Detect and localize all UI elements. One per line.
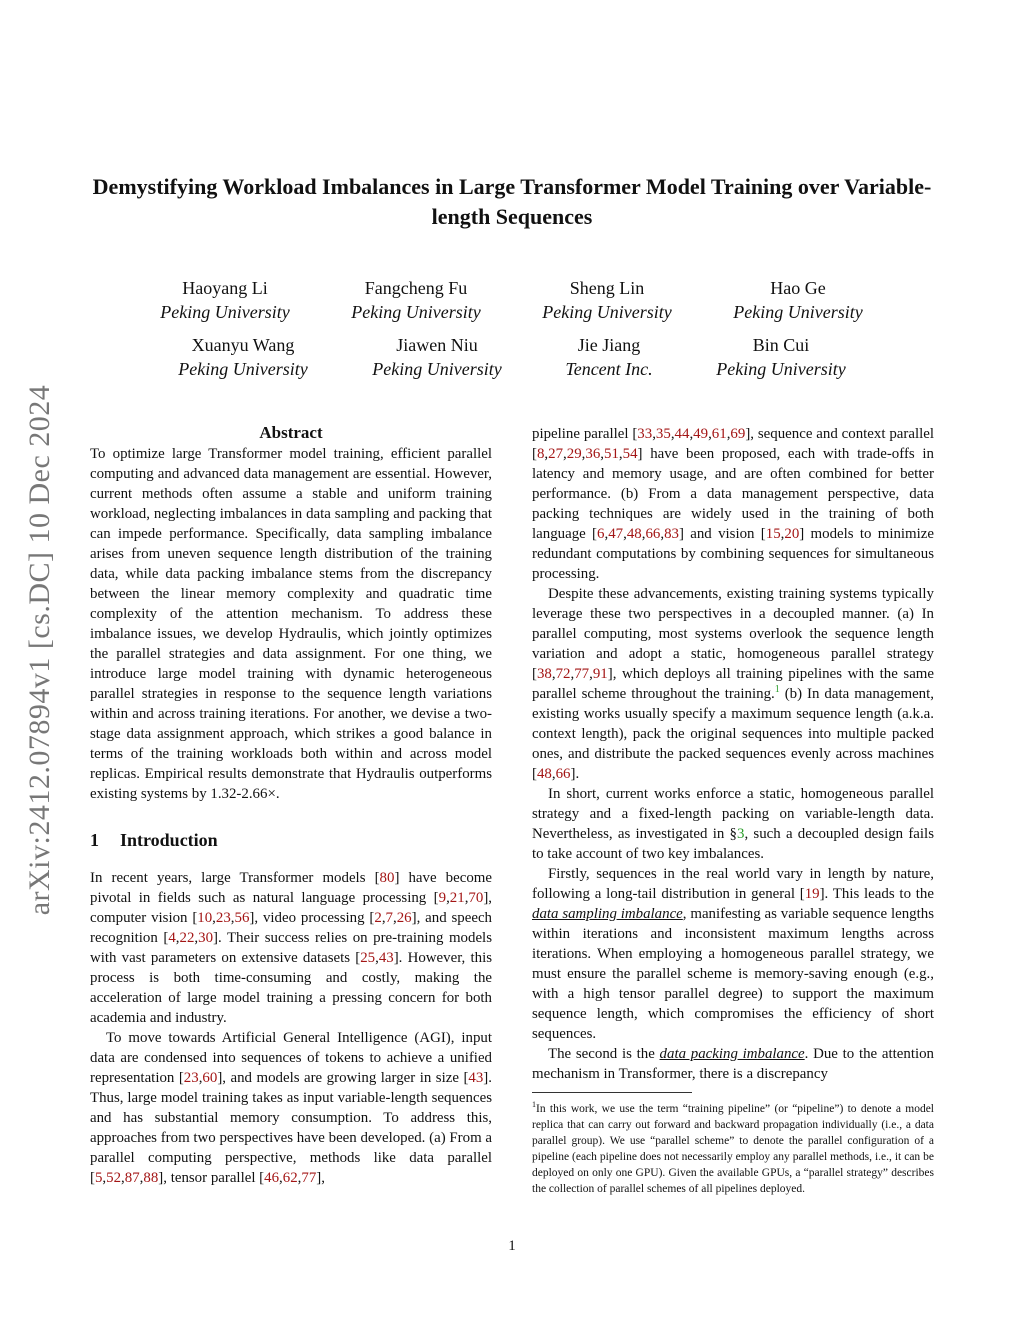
- citation-link[interactable]: 6: [597, 526, 605, 542]
- citation-link[interactable]: 36: [585, 446, 601, 462]
- section-number: 1: [90, 830, 99, 850]
- author: [512, 276, 702, 324]
- body-paragraph: The second is the data packing imbalance. Due to the attention mechanism in Transformer, there is a discrepancy: [532, 1046, 934, 1082]
- citation-link[interactable]: 19: [804, 886, 820, 902]
- citation-link[interactable]: 48: [626, 526, 642, 542]
- citation-link[interactable]: 77: [574, 666, 590, 682]
- author-name: Xuanyu Wang: [191, 335, 295, 355]
- section-title: Introduction: [120, 830, 218, 850]
- citation-link[interactable]: 47: [608, 526, 624, 542]
- citation-link[interactable]: 2: [374, 910, 382, 926]
- author-name: Haoyang Li: [182, 278, 268, 298]
- body-paragraph: In short, current works enforce a static, homogeneous parallel strategy and a fixed-length packing on variable-length data. Nevertheless, as investigated in §3, such a decoupled design fails to take account of two key imbalances.: [532, 786, 934, 862]
- citation-link[interactable]: 9: [438, 890, 447, 906]
- citation-link[interactable]: 60: [202, 1070, 218, 1086]
- body-paragraph: Firstly, sequences in the real world vary in length by nature, following a long-tail distribution in general [19]. This leads to the data sampling imbalance, manifesting as variable sequence lengths within iterations and inconsistent maximum lengths across iterations. When employing a homogeneous parallel strategy, we must ensure the parallel scheme is memory-saving enough (e.g., with a high tensor parallel degree) to support the maximum sequence length, which compromises the efficiency of short sequences.: [532, 866, 934, 1042]
- citation-link[interactable]: 66: [645, 526, 661, 542]
- citation-link[interactable]: 56: [234, 910, 250, 926]
- author: [148, 333, 338, 381]
- author-affiliation: Peking University: [716, 359, 846, 379]
- author-affiliation: Peking University: [351, 302, 481, 322]
- body-paragraph: Despite these advancements, existing training systems typically leverage these two perspectives in a decoupled manner. (a) In parallel computing, most systems overlook the sequence length variation and adopt a static, homogeneous parallel strategy [38,72,77,91], which deploys all training pipelines with the same parallel scheme throughout the training.$^1$ (b) In data management, existing works usually specify a maximum sequence length (a.k.a. context length), pack the original sequences into multiple packed ones, and distribute the packed sequences evenly across machines [48,66].: [532, 586, 934, 782]
- citation-link[interactable]: 20: [784, 526, 800, 542]
- citation-link[interactable]: 25: [360, 950, 376, 966]
- intro-paragraph: In recent years, large Transformer models [80] have become pivotal in fields such as natural language processing [9,21,70], computer vision [10,23,56], video processing [2,7,26], and speech recognition [4,22,30]. Their success relies on pre-training models with vast parameters on extensive datasets [25,43]. However, this process is both time-consuming and costly, making the acceleration of large model training a pressing concern for both academia and industry.: [90, 870, 493, 1026]
- citation-link[interactable]: 27: [548, 446, 564, 462]
- citation-link[interactable]: 48: [536, 766, 552, 782]
- citation-link[interactable]: 70: [468, 890, 484, 906]
- author-name: Sheng Lin: [569, 278, 645, 298]
- citation-link[interactable]: 8: [536, 446, 545, 462]
- citation-link[interactable]: 23: [215, 910, 231, 926]
- citation-link[interactable]: 49: [693, 426, 709, 442]
- author: [686, 333, 876, 381]
- citation-link[interactable]: 35: [655, 426, 671, 442]
- citation-link[interactable]: 51: [604, 446, 619, 462]
- author-affiliation: Peking University: [160, 302, 290, 322]
- citation-link[interactable]: 21: [449, 890, 465, 906]
- citation-link[interactable]: 54: [622, 446, 638, 462]
- left-column: [90, 422, 492, 1188]
- author-name: Jie Jiang: [577, 335, 641, 355]
- arxiv-identifier: arXiv:2412.07894v1 [cs.DC] 10 Dec 2024: [23, 384, 56, 916]
- citation-link[interactable]: 43: [378, 950, 394, 966]
- author: [703, 276, 893, 324]
- citation-link[interactable]: 29: [566, 446, 582, 462]
- citation-link[interactable]: 72: [555, 666, 571, 682]
- citation-link[interactable]: 77: [301, 1170, 317, 1186]
- section-reference-link[interactable]: 3: [736, 826, 745, 842]
- footnote-rule: [532, 1092, 692, 1093]
- citation-link[interactable]: 22: [179, 930, 195, 946]
- footnote-number: 1: [532, 1100, 536, 1109]
- paper-title: Demystifying Workload Imbalances in Large Transformer Model Training over Variable-length Sequences: [92, 174, 932, 229]
- citation-link[interactable]: 66: [555, 766, 571, 782]
- citation-link[interactable]: 83: [664, 526, 679, 542]
- emphasized-term: data packing imbalance: [659, 1046, 805, 1062]
- abstract-text: To optimize large Transformer model training, efficient parallel computing and advanced data management are essential. However, current methods often assume a stable and uniform training workload, neglecting imbalances in data sampling and packing that can impede performance. Specifically, data sampling imbalance arises from uneven sequence length distribution of the training data, while data packing imbalance stems from the discrepancy between the linear memory complexity and quadratic time complexity of the attention mechanism. To address these imbalance issues, we develop Hydraulis, which jointly optimizes the parallel strategies and data assignment. For one thing, we introduce large model training with dynamic heterogeneous parallel strategies in response to the sequence length variations within and across training iterations. For another, we devise a two-stage data assignment approach, which strikes a good balance in terms of the training workloads both within and across model replicas. Empirical results demonstrate that Hydraulis outperforms existing systems by 1.32-2.66×.: [90, 446, 492, 802]
- author-name: Bin Cui: [752, 335, 810, 355]
- author: [514, 333, 704, 381]
- footnote: [532, 1097, 934, 1197]
- abstract-heading: Abstract: [259, 423, 323, 442]
- author-affiliation: Peking University: [178, 359, 308, 379]
- citation-link[interactable]: 23: [183, 1070, 199, 1086]
- footnote-text: In this work, we use the term “training pipeline” (or “pipeline”) to denote a model replica that can carry out forward and backward propagation individually (i.e., a data parallel group). We use “parallel scheme” to denote the parallel configuration of a pipeline (each pipeline does not necessarily employ any parallel methods, i.e., it can be deployed on only one GPU). Given the available GPUs, a “parallel strategy” describes the collection of parallel schemes of all pipelines deployed.: [532, 1102, 934, 1195]
- author: [342, 333, 532, 381]
- author-name: Fangcheng Fu: [364, 278, 468, 298]
- citation-link[interactable]: 5: [94, 1170, 103, 1186]
- citation-link[interactable]: 7: [385, 910, 393, 926]
- right-column: [532, 424, 934, 1084]
- citation-link[interactable]: 61: [711, 426, 727, 442]
- citation-link[interactable]: 33: [637, 426, 653, 442]
- author-affiliation: Tencent Inc.: [565, 359, 653, 379]
- author-affiliation: Peking University: [542, 302, 672, 322]
- citation-link[interactable]: 10: [197, 910, 213, 926]
- citation-link[interactable]: 46: [264, 1170, 280, 1186]
- author-name: Hao Ge: [770, 278, 826, 298]
- citation-link[interactable]: 80: [379, 870, 395, 886]
- emphasized-term: data sampling imbalance: [532, 906, 683, 922]
- citation-link[interactable]: 30: [198, 930, 214, 946]
- citation-link[interactable]: 88: [143, 1170, 159, 1186]
- citation-link[interactable]: 15: [765, 526, 781, 542]
- citation-link[interactable]: 62: [282, 1170, 298, 1186]
- citation-link[interactable]: 4: [168, 930, 176, 946]
- author-affiliation: Peking University: [372, 359, 502, 379]
- author-name: Jiawen Niu: [396, 335, 478, 355]
- section-heading: [90, 830, 492, 850]
- citation-link[interactable]: 69: [730, 426, 746, 442]
- citation-link[interactable]: 26: [396, 910, 412, 926]
- citation-link[interactable]: 52: [106, 1170, 122, 1186]
- citation-link[interactable]: 87: [124, 1170, 140, 1186]
- author: [321, 276, 511, 324]
- author-affiliation: Peking University: [733, 302, 863, 322]
- body-paragraph: pipeline parallel [33,35,44,49,61,69], sequence and context parallel [8,27,29,36,51,54] have been proposed, each with trade-offs in latency and memory usage, and are often combined for better performance. (b) From a data management perspective, data packing techniques are widely used in the training of both language [6,47,48,66,83] and vision [15,20] models to minimize redundant computations by combining sequences for simultaneous processing.: [532, 426, 934, 582]
- page-number: 1: [508, 1238, 516, 1254]
- citation-link[interactable]: 38: [536, 666, 552, 682]
- author: [130, 276, 320, 324]
- footnote-marker[interactable]: 1: [774, 684, 780, 696]
- citation-link[interactable]: 44: [674, 426, 690, 442]
- citation-link[interactable]: 91: [592, 666, 608, 682]
- intro-paragraph: To move towards Artificial General Intelligence (AGI), input data are condensed into sequences of tokens to achieve a unified representation [23,60], and models are growing larger in size [43]. Thus, large model training takes as input variable-length sequences and has substantial memory consumption. To address this, approaches from two perspectives have been developed. (a) From a parallel computing perspective, methods like data parallel [5,52,87,88], tensor parallel [46,62,77],: [90, 1030, 492, 1186]
- citation-link[interactable]: 43: [468, 1070, 484, 1086]
